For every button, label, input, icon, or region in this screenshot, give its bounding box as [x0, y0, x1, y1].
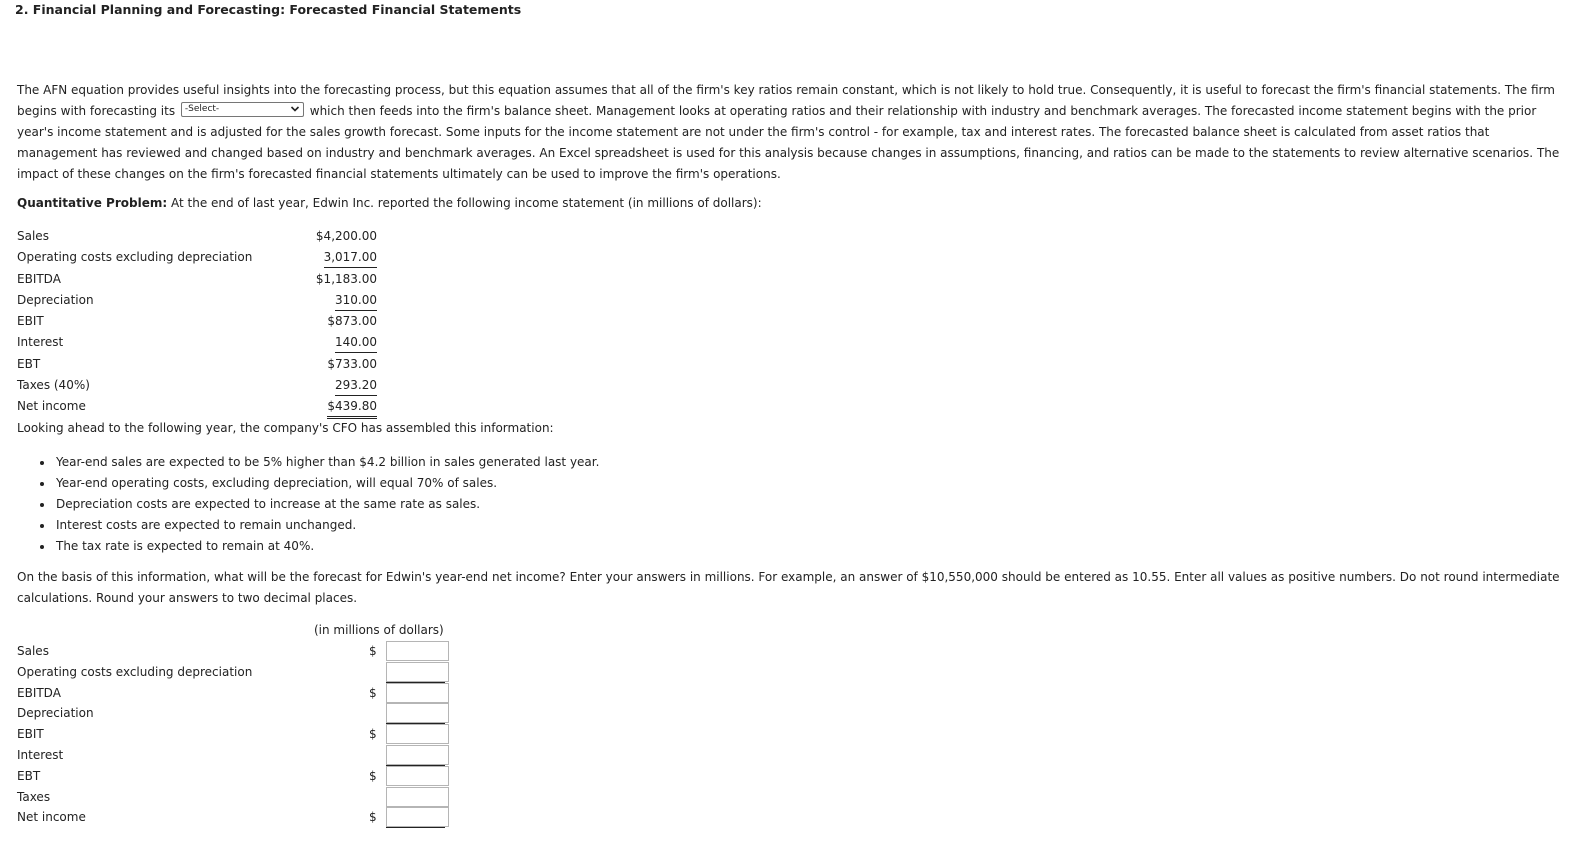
- answer-row: [17, 787, 457, 808]
- quant-problem-label: Quantitative Problem:: [17, 196, 168, 210]
- list-item-text: Interest costs are expected to remain unchanged.: [56, 518, 357, 532]
- forecast-select-dropdown[interactable]: [181, 102, 304, 117]
- answer-row: [17, 745, 457, 766]
- question-text: On the basis of this information, what will be the forecast for Edwin's year-end net income? Enter your answers in millions. For example, an answer of $10,550,000 should be entered as 10.55. Enter all values as positive numbers. Do not round intermediate calculations. Round your answers to two decimal places.: [17, 570, 1560, 605]
- answer-row: [17, 807, 457, 828]
- answer-table-header: (in millions of dollars): [314, 623, 444, 637]
- list-item: [38, 452, 599, 473]
- list-item-text: Depreciation costs are expected to increase at the same rate as sales.: [56, 497, 481, 511]
- answer-input-field[interactable]: [386, 724, 449, 744]
- income-row: [17, 354, 379, 375]
- income-row-value: $4,200.00: [315, 229, 377, 243]
- answer-row: [17, 724, 457, 745]
- answer-input-field[interactable]: [386, 703, 449, 723]
- income-row: [17, 290, 379, 311]
- answer-row: [17, 641, 457, 662]
- answer-input-field[interactable]: [386, 766, 449, 786]
- answer-row: [17, 703, 457, 724]
- income-row-value: 310.00: [335, 290, 377, 311]
- chevron-down-icon: [290, 103, 300, 115]
- select-value: -Select-: [184, 104, 220, 114]
- income-row-label: Depreciation: [17, 292, 94, 307]
- income-row-value: 140.00: [335, 332, 377, 353]
- dollar-sign: $: [369, 727, 377, 742]
- page-title: 2. Financial Planning and Forecasting: Forecasted Financial Statements: [15, 2, 522, 17]
- answer-input-field[interactable]: [386, 807, 449, 827]
- income-row-value: $1,183.00: [315, 271, 377, 286]
- answer-input-field[interactable]: [386, 641, 449, 661]
- quantitative-problem: [17, 196, 762, 210]
- cfo-assumptions-list: [38, 452, 599, 557]
- answer-row-label: EBITDA: [17, 685, 61, 700]
- list-item-text: Year-end operating costs, excluding depreciation, will equal 70% of sales.: [56, 476, 498, 490]
- intro-text-part1: The AFN equation provides useful insights into the forecasting process, but this equation assumes that all of the firm's key ratios remain constant, which is not likely to hold true. Consequently, it is useful to forecast the firm's financial statements. The firm begins with forecasting its: [17, 83, 1555, 118]
- income-row-label: EBITDA: [17, 271, 61, 286]
- income-row-label: Taxes (40%): [17, 378, 90, 393]
- dollar-sign: $: [369, 685, 377, 700]
- answer-input-field[interactable]: [386, 787, 449, 807]
- dollar-sign: $: [369, 810, 377, 825]
- list-item: [38, 515, 599, 536]
- dollar-sign: $: [369, 644, 377, 658]
- answer-input-field[interactable]: [386, 662, 449, 682]
- income-statement-table: [17, 226, 379, 418]
- bullet-dot-icon: [40, 482, 44, 486]
- income-row: [17, 375, 379, 396]
- income-row: [17, 396, 379, 417]
- answer-row-label: Depreciation: [17, 706, 94, 721]
- income-row: [17, 332, 379, 353]
- answer-row: [17, 766, 457, 787]
- income-row-label: Net income: [17, 399, 86, 414]
- income-row-value: 293.20: [335, 375, 377, 396]
- answer-row-label: Net income: [17, 810, 86, 825]
- income-row-label: Sales: [17, 229, 49, 243]
- income-row: [17, 247, 379, 268]
- income-row-label: EBT: [17, 356, 41, 371]
- bullet-dot-icon: [40, 503, 44, 507]
- list-item: [38, 473, 599, 494]
- income-row-value: $439.80: [327, 396, 377, 419]
- list-item-text: The tax rate is expected to remain at 40%.: [56, 539, 315, 553]
- income-row-label: Operating costs excluding depreciation: [17, 250, 253, 265]
- bullet-dot-icon: [40, 461, 44, 465]
- intro-text-part2: which then feeds into the firm's balance sheet. Management looks at operating ratios and their relationship with industry and benchmark averages. The forecasted income statement begins with the prior year's income statement and is adjusted for the sales growth forecast. Some inputs for the income statement are not under the firm's control - for example, tax and interest rates. The forecasted balance sheet is calculated from asset ratios that management has reviewed and changed based on industry and benchmark averages. An Excel spreadsheet is used for this analysis because changes in assumptions, financing, and ratios can be made to the statements to review alternative scenarios. The impact of these changes on the firm's forecasted financial statements ultimately can be used to improve the firm's operations.: [17, 104, 1560, 181]
- income-row: [17, 269, 379, 290]
- income-row: [17, 226, 379, 247]
- total-underline: [386, 827, 445, 828]
- income-row-value: 3,017.00: [324, 247, 377, 268]
- income-row-value: $733.00: [327, 356, 377, 371]
- answer-row-label: EBT: [17, 768, 41, 783]
- answer-input-field[interactable]: [386, 683, 449, 703]
- list-item: [38, 536, 599, 557]
- income-row-label: Interest: [17, 335, 64, 350]
- dollar-sign: $: [369, 768, 377, 783]
- list-item: [38, 494, 599, 515]
- quant-problem-text: At the end of last year, Edwin Inc. reported the following income statement (in millions of dollars):: [167, 196, 762, 210]
- lookahead-text: Looking ahead to the following year, the company's CFO has assembled this information:: [17, 421, 554, 435]
- answer-row-label: Sales: [17, 644, 49, 658]
- answer-row-label: EBIT: [17, 727, 44, 742]
- list-item-text: Year-end sales are expected to be 5% higher than $4.2 billion in sales generated last year.: [56, 455, 600, 469]
- bullet-dot-icon: [40, 524, 44, 528]
- answer-row: [17, 683, 457, 704]
- bullet-dot-icon: [40, 545, 44, 549]
- answer-row-label: Operating costs excluding depreciation: [17, 664, 253, 679]
- intro-paragraph: [17, 80, 1562, 185]
- income-row: [17, 311, 379, 332]
- answer-row-label: Taxes: [17, 789, 51, 804]
- answer-row-label: Interest: [17, 748, 64, 762]
- income-row-value: $873.00: [327, 314, 377, 329]
- income-row-label: EBIT: [17, 314, 44, 329]
- answer-row: [17, 662, 457, 683]
- answer-input-field[interactable]: [386, 745, 449, 765]
